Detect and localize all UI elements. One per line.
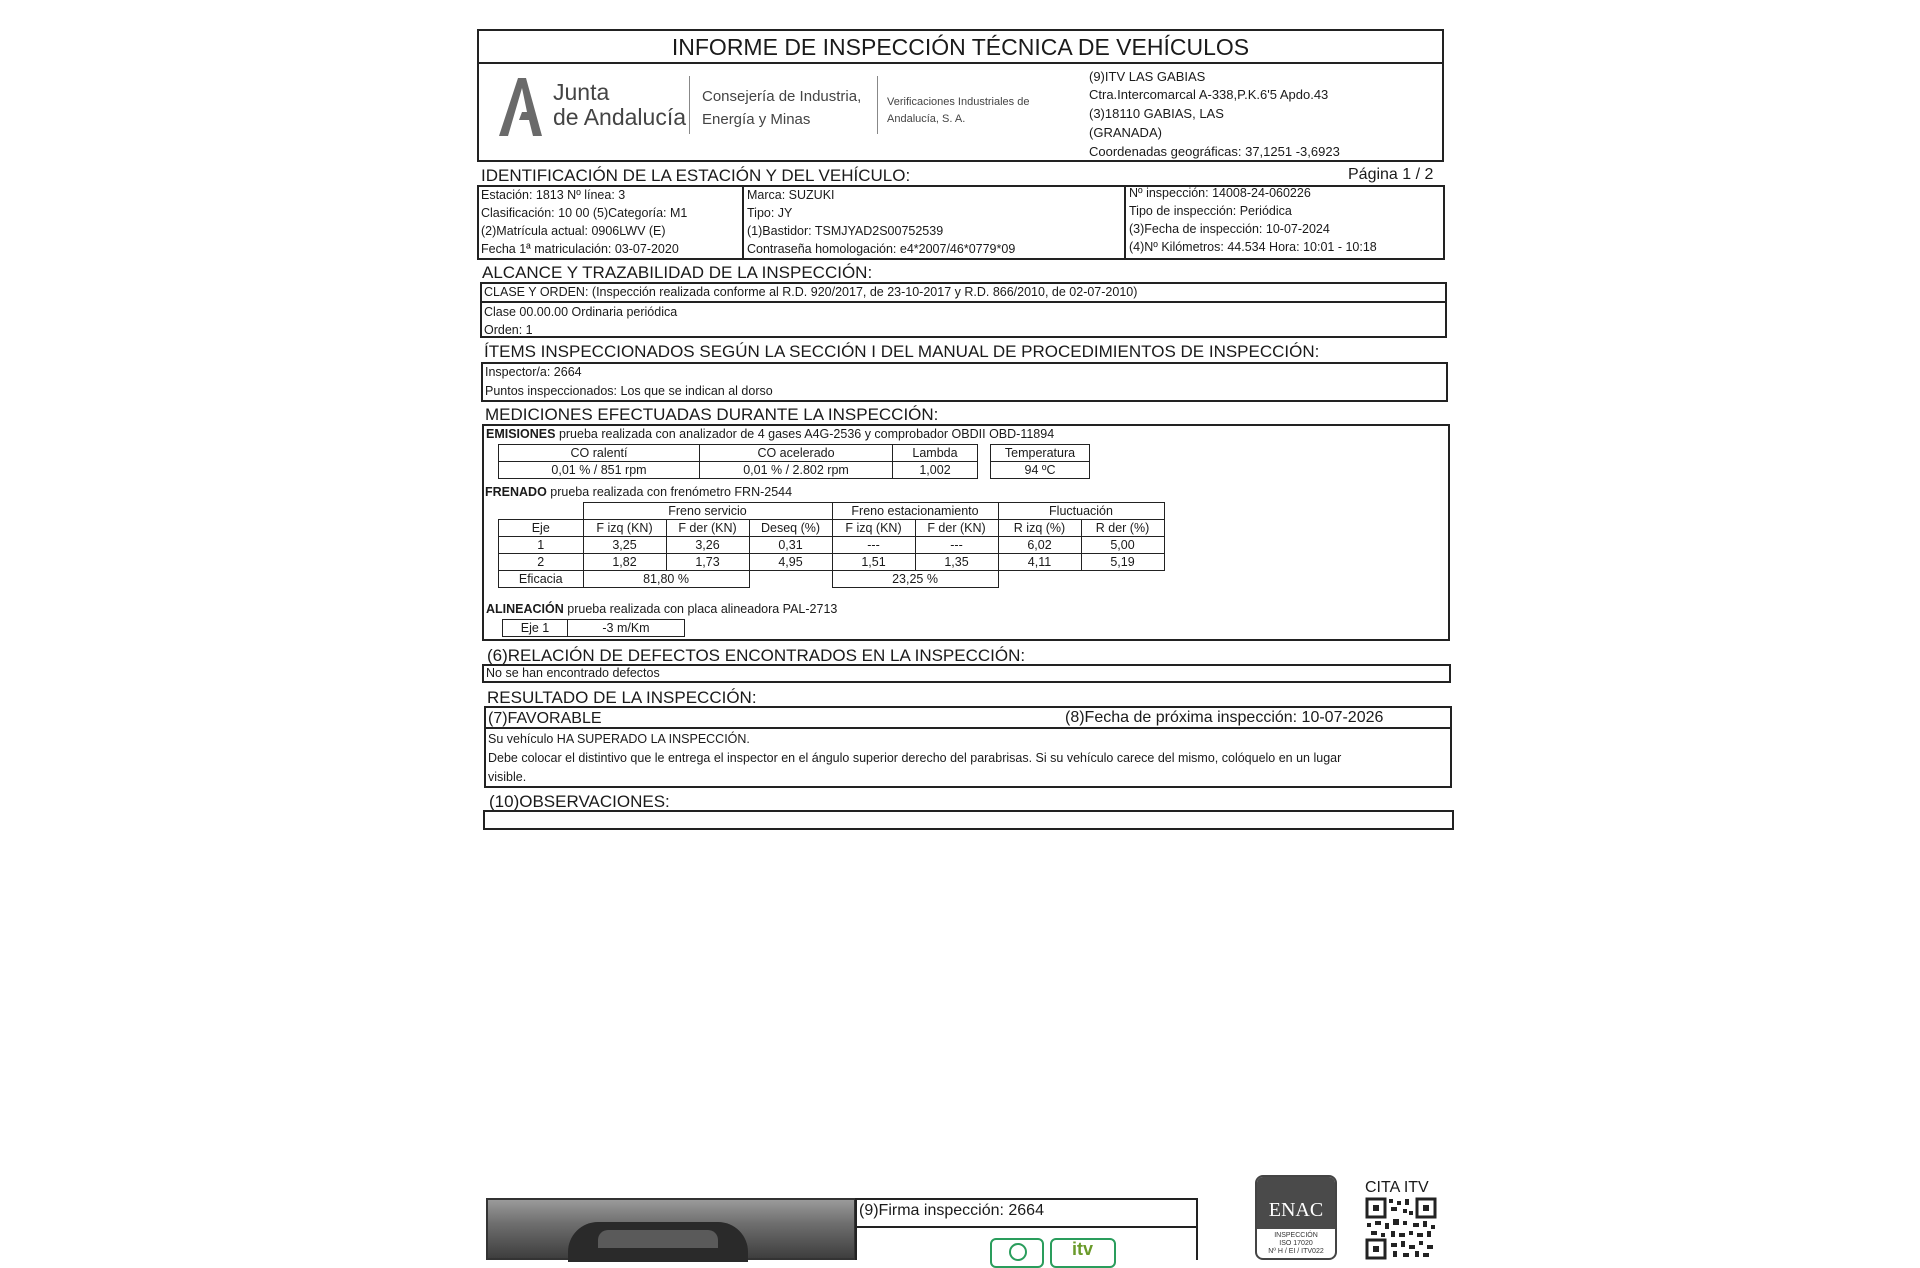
braking-cell: 1,51 — [832, 554, 915, 571]
braking-cell: 5,19 — [1081, 554, 1164, 571]
inspection-number: Nº inspección: 14008-24-060226 — [1129, 186, 1311, 200]
logo-divider — [689, 76, 690, 134]
enac-line1: INSPECCIÓN — [1274, 1232, 1318, 1239]
identification-divider-1 — [742, 185, 744, 260]
braking-cell: 1,35 — [915, 554, 998, 571]
braking-cell: --- — [915, 537, 998, 554]
emissions-value-lambda: 1,002 — [893, 462, 978, 479]
measurements-heading: MEDICIONES EFECTUADAS DURANTE LA INSPECCIÓN: — [485, 405, 939, 424]
braking-header-fluct-right: R der (%) — [1081, 520, 1164, 537]
emissions-header-lambda: Lambda — [893, 445, 978, 462]
enac-line2: ISO 17020 — [1279, 1240, 1313, 1247]
result-heading: RESULTADO DE LA INSPECCIÓN: — [487, 688, 757, 707]
braking-header-parking-left: F izq (KN) — [832, 520, 915, 537]
braking-header-imbalance: Deseq (%) — [749, 520, 832, 537]
emissions-title — [486, 427, 1054, 442]
result-divider — [484, 727, 1452, 729]
result-next-date: (8)Fecha de próxima inspección: 10-07-2026 — [1065, 709, 1384, 726]
alignment-title — [486, 602, 837, 617]
emissions-value-temperature: 94 ºC — [991, 462, 1090, 479]
braking-header-fluct-left: R izq (%) — [998, 520, 1081, 537]
braking-group-service: Freno servicio — [583, 503, 832, 520]
scope-divider — [480, 301, 1447, 303]
braking-row-axle-2 — [499, 554, 1165, 571]
braking-cell: --- — [832, 537, 915, 554]
page-number: Página 1 / 2 — [1348, 166, 1434, 183]
braking-efficiency-label: Eficacia — [499, 571, 584, 588]
scope-class: Clase 00.00.00 Ordinaria periódica — [484, 305, 678, 319]
company-line2: Andalucía, S. A. — [887, 113, 966, 125]
dept-line1: Consejería de Industria, — [702, 88, 862, 105]
braking-cell: 1,82 — [583, 554, 666, 571]
braking-group-fluctuation: Fluctuación — [998, 503, 1164, 520]
braking-efficiency-gap — [1081, 571, 1164, 588]
vehicle-brand: Marca: SUZUKI — [747, 188, 835, 202]
braking-label: FRENADO — [485, 485, 547, 499]
braking-cell: 3,26 — [666, 537, 749, 554]
items-heading: ÍTEMS INSPECCIONADOS SEGÚN LA SECCIÓN I DEL MANUAL DE PROCEDIMIENTOS DE INSPECCIÓN: — [484, 342, 1320, 361]
vehicle-first-registration: Fecha 1ª matriculación: 03-07-2020 — [481, 242, 679, 256]
stamp-seal-icon — [990, 1238, 1044, 1268]
braking-cell: 2 — [499, 554, 584, 571]
emissions-gap — [978, 445, 991, 462]
braking-cell: 6,02 — [998, 537, 1081, 554]
station-line-4: (GRANADA) — [1089, 125, 1162, 140]
braking-cell: 4,11 — [998, 554, 1081, 571]
photo-window-shape — [598, 1230, 718, 1248]
observations-heading: (10)OBSERVACIONES: — [489, 792, 670, 811]
emissions-table — [498, 444, 1090, 479]
items-inspector: Inspector/a: 2664 — [485, 365, 582, 379]
braking-efficiency-gap — [998, 571, 1081, 588]
identification-divider-2 — [1124, 185, 1126, 260]
signature-divider — [855, 1226, 1198, 1228]
inspection-km-hour: (4)Nº Kilómetros: 44.534 Hora: 10:01 - 10:18 — [1129, 240, 1377, 254]
enac-name: ENAC — [1268, 1199, 1324, 1221]
braking-axle-number: 1 — [499, 537, 584, 554]
enac-line3: Nº H / EI / ITV022 — [1268, 1248, 1324, 1255]
braking-cell: 5,00 — [1081, 537, 1164, 554]
inspection-date: (3)Fecha de inspección: 10-07-2024 — [1129, 222, 1330, 236]
station-line-1: (9)ITV LAS GABIAS — [1089, 69, 1206, 84]
station-line-2: Ctra.Intercomarcal A-338,P.K.6'5 Apdo.43 — [1089, 87, 1329, 102]
braking-header-axle: Eje — [499, 520, 584, 537]
itv-stamp-text: itv — [1072, 1239, 1094, 1259]
company-line1: Verificaciones Industriales de — [887, 96, 1030, 108]
emissions-header-temperature: Temperatura — [991, 445, 1090, 462]
station-line-5: Coordenadas geográficas: 37,1251 -3,6923 — [1089, 144, 1340, 159]
itv-stamp-icon — [1050, 1238, 1116, 1268]
braking-title — [485, 485, 792, 500]
alignment-table — [502, 619, 685, 637]
emissions-header-co-accel: CO acelerado — [700, 445, 893, 462]
defects-text: No se han encontrado defectos — [486, 666, 660, 680]
emissions-description: prueba realizada con analizador de 4 gases A4G-2536 y comprobador OBDII OBD-11894 — [555, 427, 1055, 441]
vehicle-photo — [486, 1198, 856, 1260]
items-points: Puntos inspeccionados: Los que se indican al dorso — [485, 384, 773, 398]
emissions-value-co-accel: 0,01 % / 2.802 rpm — [700, 462, 893, 479]
signature-label: (9)Firma inspección: 2664 — [859, 1202, 1044, 1219]
junta-logo-icon — [498, 76, 544, 138]
inspection-type: Tipo de inspección: Periódica — [1129, 204, 1292, 218]
result-passed: Su vehículo HA SUPERADO LA INSPECCIÓN. — [488, 732, 750, 746]
vehicle-homologation: Contraseña homologación: e4*2007/46*0779*09 — [747, 242, 1016, 256]
qr-code-icon — [1365, 1197, 1437, 1260]
logo-line2: de Andalucía — [553, 104, 687, 130]
scope-class-order: CLASE Y ORDEN: (Inspección realizada conforme al R.D. 920/2017, de 23-10-2017 y R.D. 866/2010, de 02-07-2010) — [484, 285, 1138, 299]
defects-heading: (6)RELACIÓN DE DEFECTOS ENCONTRADOS EN LA INSPECCIÓN: — [487, 646, 1026, 665]
braking-group-parking: Freno estacionamiento — [832, 503, 998, 520]
braking-efficiency-service: 81,80 % — [583, 571, 749, 588]
dept-divider — [877, 76, 878, 134]
stamp-seal-ring — [1009, 1243, 1027, 1261]
braking-efficiency-gap — [749, 571, 832, 588]
braking-cell: 4,95 — [749, 554, 832, 571]
result-verdict: (7)FAVORABLE — [488, 710, 602, 727]
emissions-value-co-idle: 0,01 % / 851 rpm — [499, 462, 700, 479]
vehicle-classification: Clasificación: 10 00 (5)Categoría: M1 — [481, 206, 688, 220]
vehicle-chassis: (1)Bastidor: TSMJYAD2S00752539 — [747, 224, 944, 238]
braking-corner — [499, 503, 584, 520]
braking-table — [498, 502, 1165, 588]
dept-line2: Energía y Minas — [702, 111, 811, 128]
logo-line1: Junta — [553, 79, 610, 105]
braking-header-service-right: F der (KN) — [666, 520, 749, 537]
header-title-divider — [477, 62, 1444, 64]
braking-description: prueba realizada con frenómetro FRN-2544 — [546, 485, 793, 499]
emissions-header-co-idle: CO ralentí — [499, 445, 700, 462]
vehicle-station-line: Estación: 1813 Nº línea: 3 — [481, 188, 626, 202]
alignment-value: -3 m/Km — [568, 620, 685, 637]
scope-heading: ALCANCE Y TRAZABILIDAD DE LA INSPECCIÓN: — [482, 263, 873, 282]
alignment-axle: Eje 1 — [503, 620, 568, 637]
station-line-3: (3)18110 GABIAS, LAS — [1089, 106, 1224, 121]
braking-row-axle-1 — [499, 537, 1165, 554]
braking-header-service-left: F izq (KN) — [583, 520, 666, 537]
result-instructions-end: visible. — [488, 770, 527, 784]
report-title: INFORME DE INSPECCIÓN TÉCNICA DE VEHÍCULOS — [671, 34, 1250, 60]
braking-cell: 1,73 — [666, 554, 749, 571]
emissions-label: EMISIONES — [486, 427, 556, 441]
braking-efficiency-parking: 23,25 % — [832, 571, 998, 588]
scope-order: Orden: 1 — [484, 323, 533, 337]
vehicle-plate: (2)Matrícula actual: 0906LWV (E) — [481, 224, 666, 238]
braking-cell: 3,25 — [583, 537, 666, 554]
observations-box — [483, 810, 1454, 830]
vehicle-type: Tipo: JY — [747, 206, 793, 220]
alignment-description: prueba realizada con placa alineadora PAL-2713 — [563, 602, 838, 616]
alignment-label: ALINEACIÓN — [486, 602, 564, 616]
emissions-gap — [978, 462, 991, 479]
enac-logo-icon — [1255, 1175, 1337, 1260]
result-instructions: Debe colocar el distintivo que le entrega el inspector en el ángulo superior derecho del parabrisas. Si su vehículo carece del mismo, colóquelo en un lugar — [488, 751, 1342, 765]
braking-header-parking-right: F der (KN) — [915, 520, 998, 537]
cita-itv-label: CITA ITV — [1365, 1179, 1429, 1196]
identification-heading: IDENTIFICACIÓN DE LA ESTACIÓN Y DEL VEHÍCULO: — [481, 166, 911, 185]
braking-cell: 0,31 — [749, 537, 832, 554]
